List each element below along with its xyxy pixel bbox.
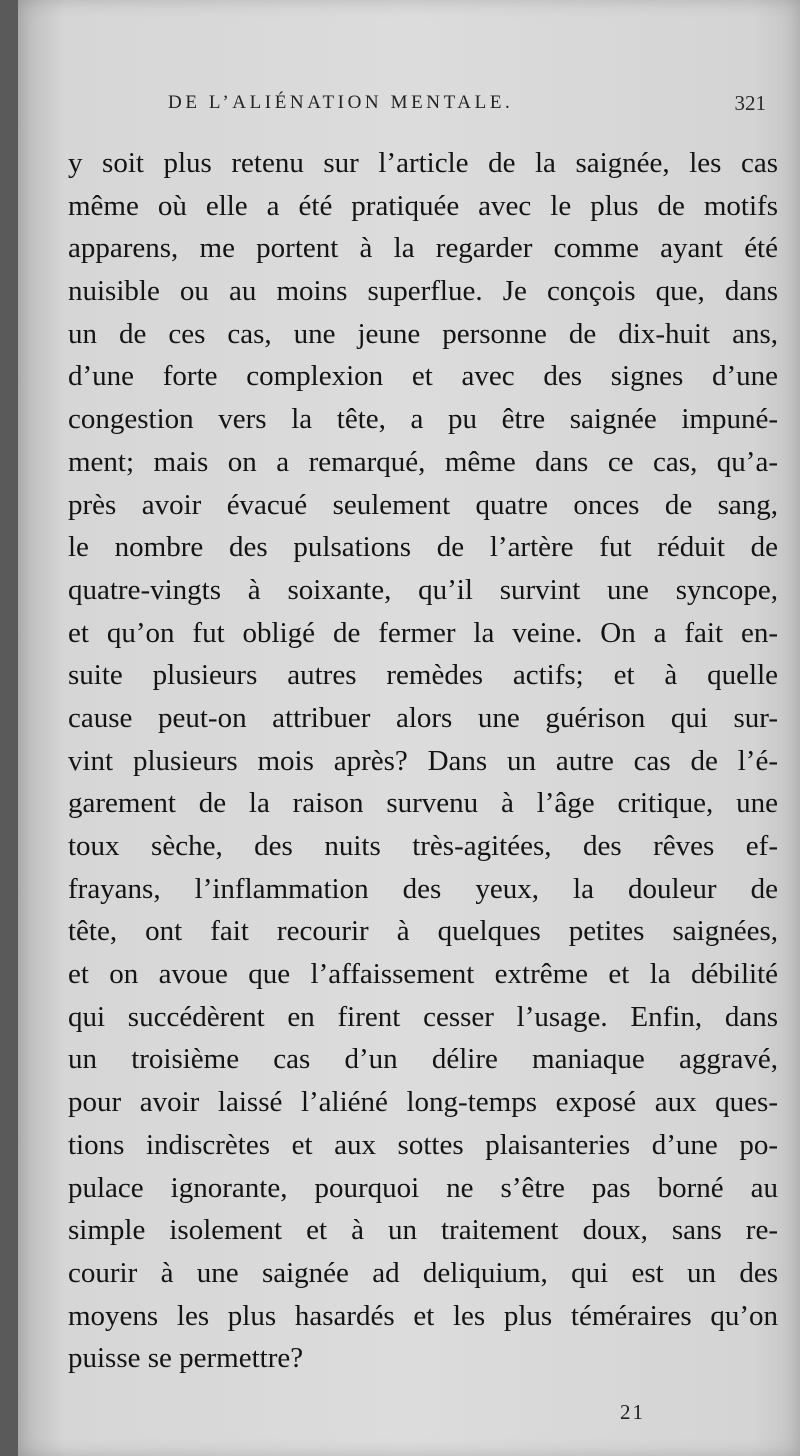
- text-line: nuisible ou au moins superflue. Je conçois que, dans: [68, 275, 778, 308]
- page-header: [168, 92, 768, 126]
- text-line: toux sèche, des nuits très-agitées, des rêves ef-: [68, 830, 778, 862]
- text-line: un de ces cas, une jeune personne de dix-huit ans,: [68, 317, 778, 350]
- text-line: apparens, me portent à la regarder comme ayant été: [68, 232, 778, 265]
- text-line: un troisième cas d’un délire maniaque aggravé,: [68, 1043, 778, 1076]
- text-line: vint plusieurs mois après? Dans un autre cas de l’é-: [68, 744, 778, 777]
- text-line: tête, ont fait recourir à quelques petites saignées,: [68, 915, 778, 948]
- text-line: simple isolement et à un traitement doux, sans re-: [68, 1214, 778, 1247]
- text-line: tions indiscrètes et aux sottes plaisanteries d’une po-: [68, 1128, 778, 1161]
- text-line: même où elle a été pratiquée avec le plus de motifs: [68, 189, 778, 222]
- text-line: quatre-vingts à soixante, qu’il survint une syncope,: [68, 573, 778, 606]
- text-line: qui succédèrent en firent cesser l’usage. Enfin, dans: [68, 1000, 778, 1033]
- text-line: puisse se permettre?: [68, 1342, 304, 1375]
- text-line: suite plusieurs autres remèdes actifs; et à quelle: [68, 659, 778, 692]
- text-line: courir à une saignée ad deliquium, qui est un des: [68, 1256, 778, 1289]
- text-line: congestion vers la tête, a pu être saignée impuné-: [68, 403, 778, 436]
- text-line: pulace ignorante, pourquoi ne s’être pas borné au: [68, 1171, 778, 1204]
- text-line: et on avoue que l’affaissement extrême et la débilité: [68, 958, 778, 991]
- text-line: frayans, l’inflammation des yeux, la douleur de: [68, 872, 778, 905]
- running-title: DE L’ALIÉNATION MENTALE.: [168, 92, 514, 113]
- text-line: d’une forte complexion et avec des signes d’une: [68, 360, 778, 393]
- text-line: moyens les plus hasardés et les plus téméraires qu’on: [68, 1299, 778, 1332]
- text-line: ment; mais on a remarqué, même dans ce cas, qu’a-: [68, 445, 778, 478]
- book-page: [18, 0, 800, 1456]
- text-line: cause peut-on attribuer alors une guérison qui sur-: [68, 701, 778, 734]
- text-line: et qu’on fut obligé de fermer la veine. On a fait en-: [68, 616, 778, 649]
- text-line: pour avoir laissé l’aliéné long-temps exposé aux ques-: [68, 1086, 778, 1119]
- text-line: le nombre des pulsations de l’artère fut réduit de: [68, 531, 778, 564]
- page-number: 321: [734, 91, 766, 115]
- text-line: y soit plus retenu sur l’article de la saignée, les cas: [68, 147, 778, 179]
- text-line: garement de la raison survenu à l’âge critique, une: [68, 787, 778, 820]
- text-line: près avoir évacué seulement quatre onces de sang,: [68, 488, 778, 521]
- signature-mark: 21: [620, 1400, 645, 1424]
- body-text: [68, 142, 778, 1380]
